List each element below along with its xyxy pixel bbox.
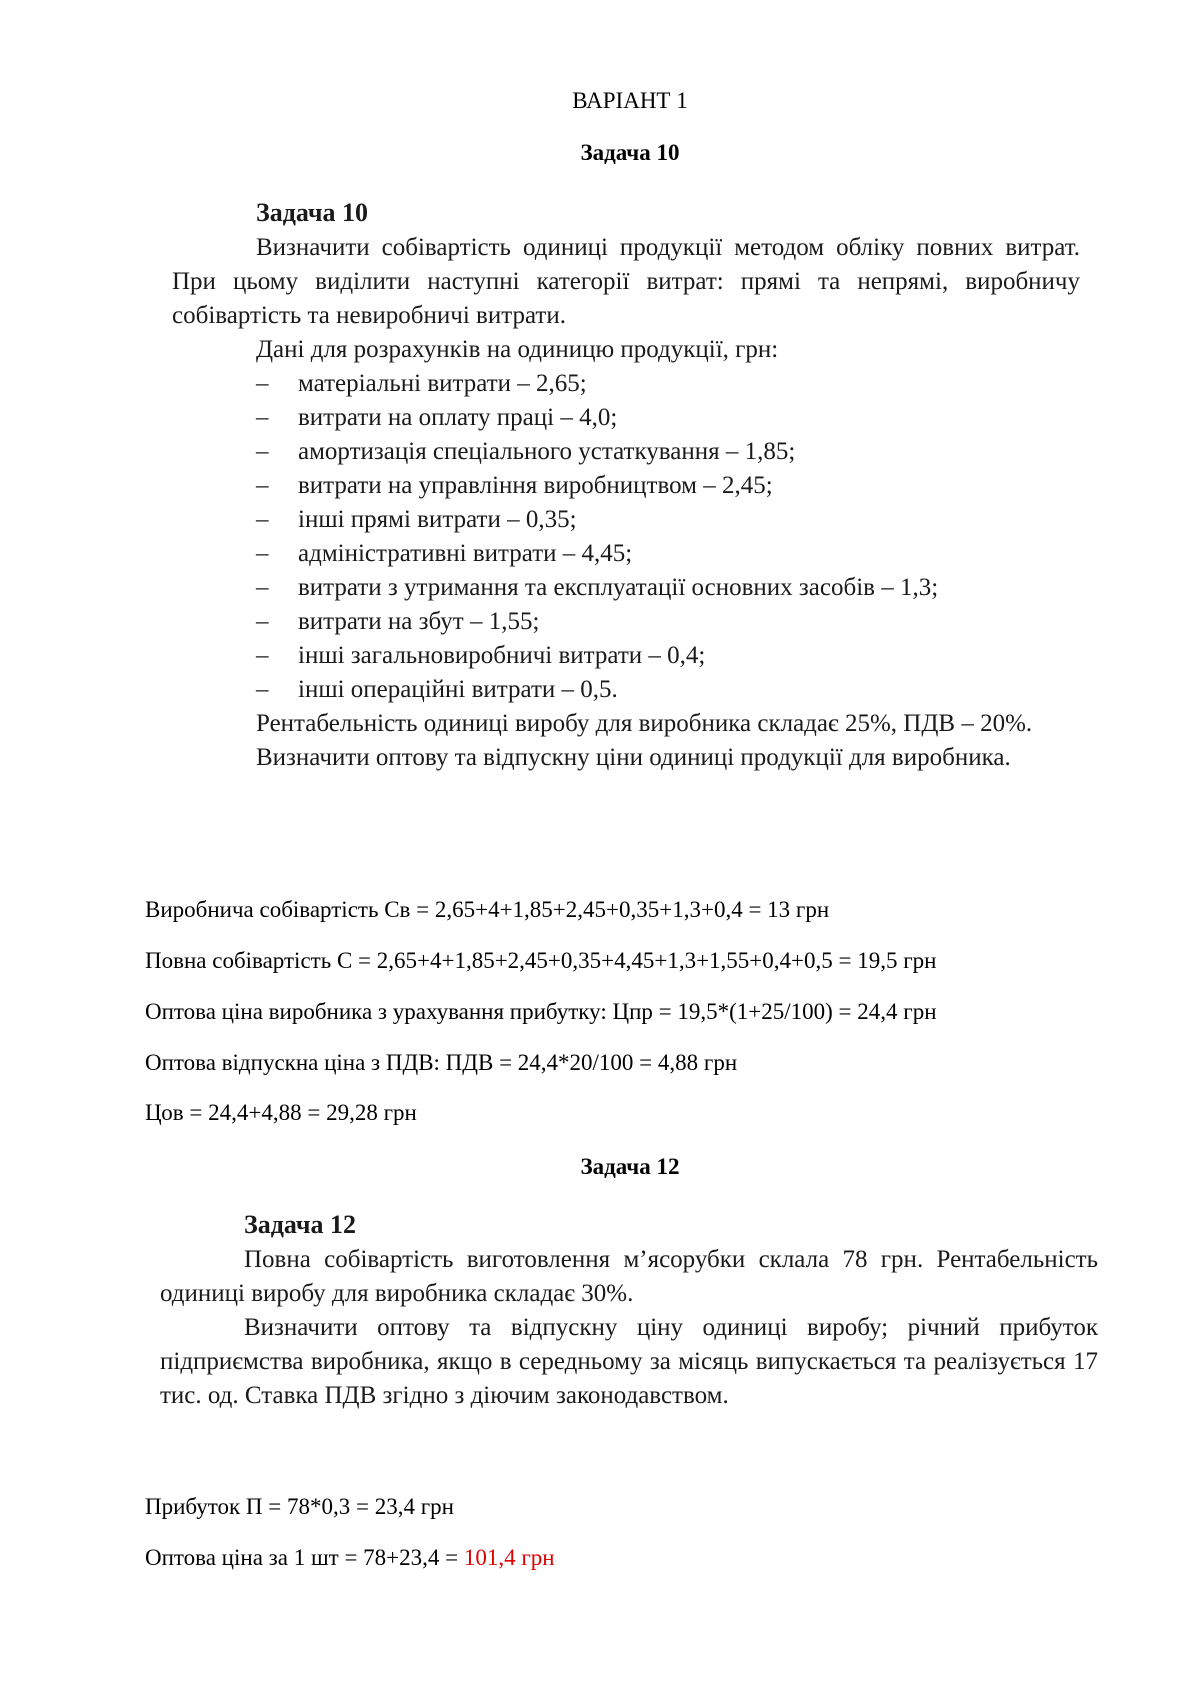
task10-scanned-text [172,196,1080,775]
list-item: – витрати на управління виробництвом – 2,45; [256,472,773,499]
list-item: – інші загальновиробничі витрати – 0,4; [256,642,706,669]
list-item: – витрати на оплату праці – 4,0; [256,404,618,431]
task12-price-formula: Оптова ціна за 1 шт = 78+23,4 = [145,1545,464,1570]
task10-cost-list [172,367,1080,707]
task12-price-result: 101,4 грн [463,1545,555,1570]
list-item: – витрати з утримання та експлуатації основних засобів – 1,3; [256,574,939,601]
task10-solution-line: Оптова ціна виробника з урахування прибутку: Цпр = 19,5*(1+25/100) = 24,4 грн [145,999,937,1024]
list-item: – адміністративні витрати – 4,45; [256,540,633,567]
task10-solution-line: Оптова відпускна ціна з ПДВ: ПДВ = 24,4*20/100 = 4,88 грн [145,1050,738,1075]
list-item: – інші операційні витрати – 0,5. [256,676,618,703]
task12-paragraph-1: Повна собівартість виготовлення м’ясорубки склала 78 грн. Рентабельність одиниці виробу для виробника складає 30%. [160,1246,1098,1307]
task12-scanned-text [160,1208,1098,1413]
task10-paragraph-1: Визначити собівартість одиниці продукції методом обліку повних витрат. При цьому виділити наступні категорії витрат: прямі та непрямі, виробничу собівартість та невиробничі витрати. [172,234,1080,329]
task12-heading: Задача 12 [580,1154,680,1179]
task12-price-line [145,1545,555,1571]
task10-solution-line: Повна собівартість С = 2,65+4+1,85+2,45+0,35+4,45+1,3+1,55+0,4+0,5 = 19,5 грн [145,948,937,973]
variant-title: ВАРІАНТ 1 [572,88,688,113]
task12-paragraph-2: Визначити оптову та відпускну ціну одиниці виробу; річний прибуток підприємства виробника, якщо в середньому за місяць випускається та реалізується 17 тис. од. Ставка ПДВ згідно з діючим законодавством. [160,1314,1098,1409]
list-item: – інші прямі витрати – 0,35; [256,506,577,533]
task10-paragraph-2: Рентабельність одиниці виробу для виробника складає 25%, ПДВ – 20%. [256,710,1033,737]
list-item: – витрати на збут – 1,55; [256,608,540,635]
task10-paragraph-3: Визначити оптову та відпускну ціни одиниці продукції для виробника. [256,744,1011,771]
list-item: – матеріальні витрати – 2,65; [256,370,587,397]
task10-data-intro: Дані для розрахунків на одиницю продукції, грн: [256,336,779,363]
list-item: – амортизація спеціального устаткування – 1,85; [256,438,796,465]
task12-profit-line: Прибуток П = 78*0,3 = 23,4 грн [145,1494,454,1519]
task10-heading: Задача 10 [580,140,680,165]
task10-solution-line: Цов = 24,4+4,88 = 29,28 грн [145,1100,417,1125]
task10-solution-line: Виробнича собівартість Св = 2,65+4+1,85+2,45+0,35+1,3+0,4 = 13 грн [145,897,830,922]
task12-scan-title: Задача 12 [244,1210,356,1239]
task10-scan-title: Задача 10 [256,198,368,227]
